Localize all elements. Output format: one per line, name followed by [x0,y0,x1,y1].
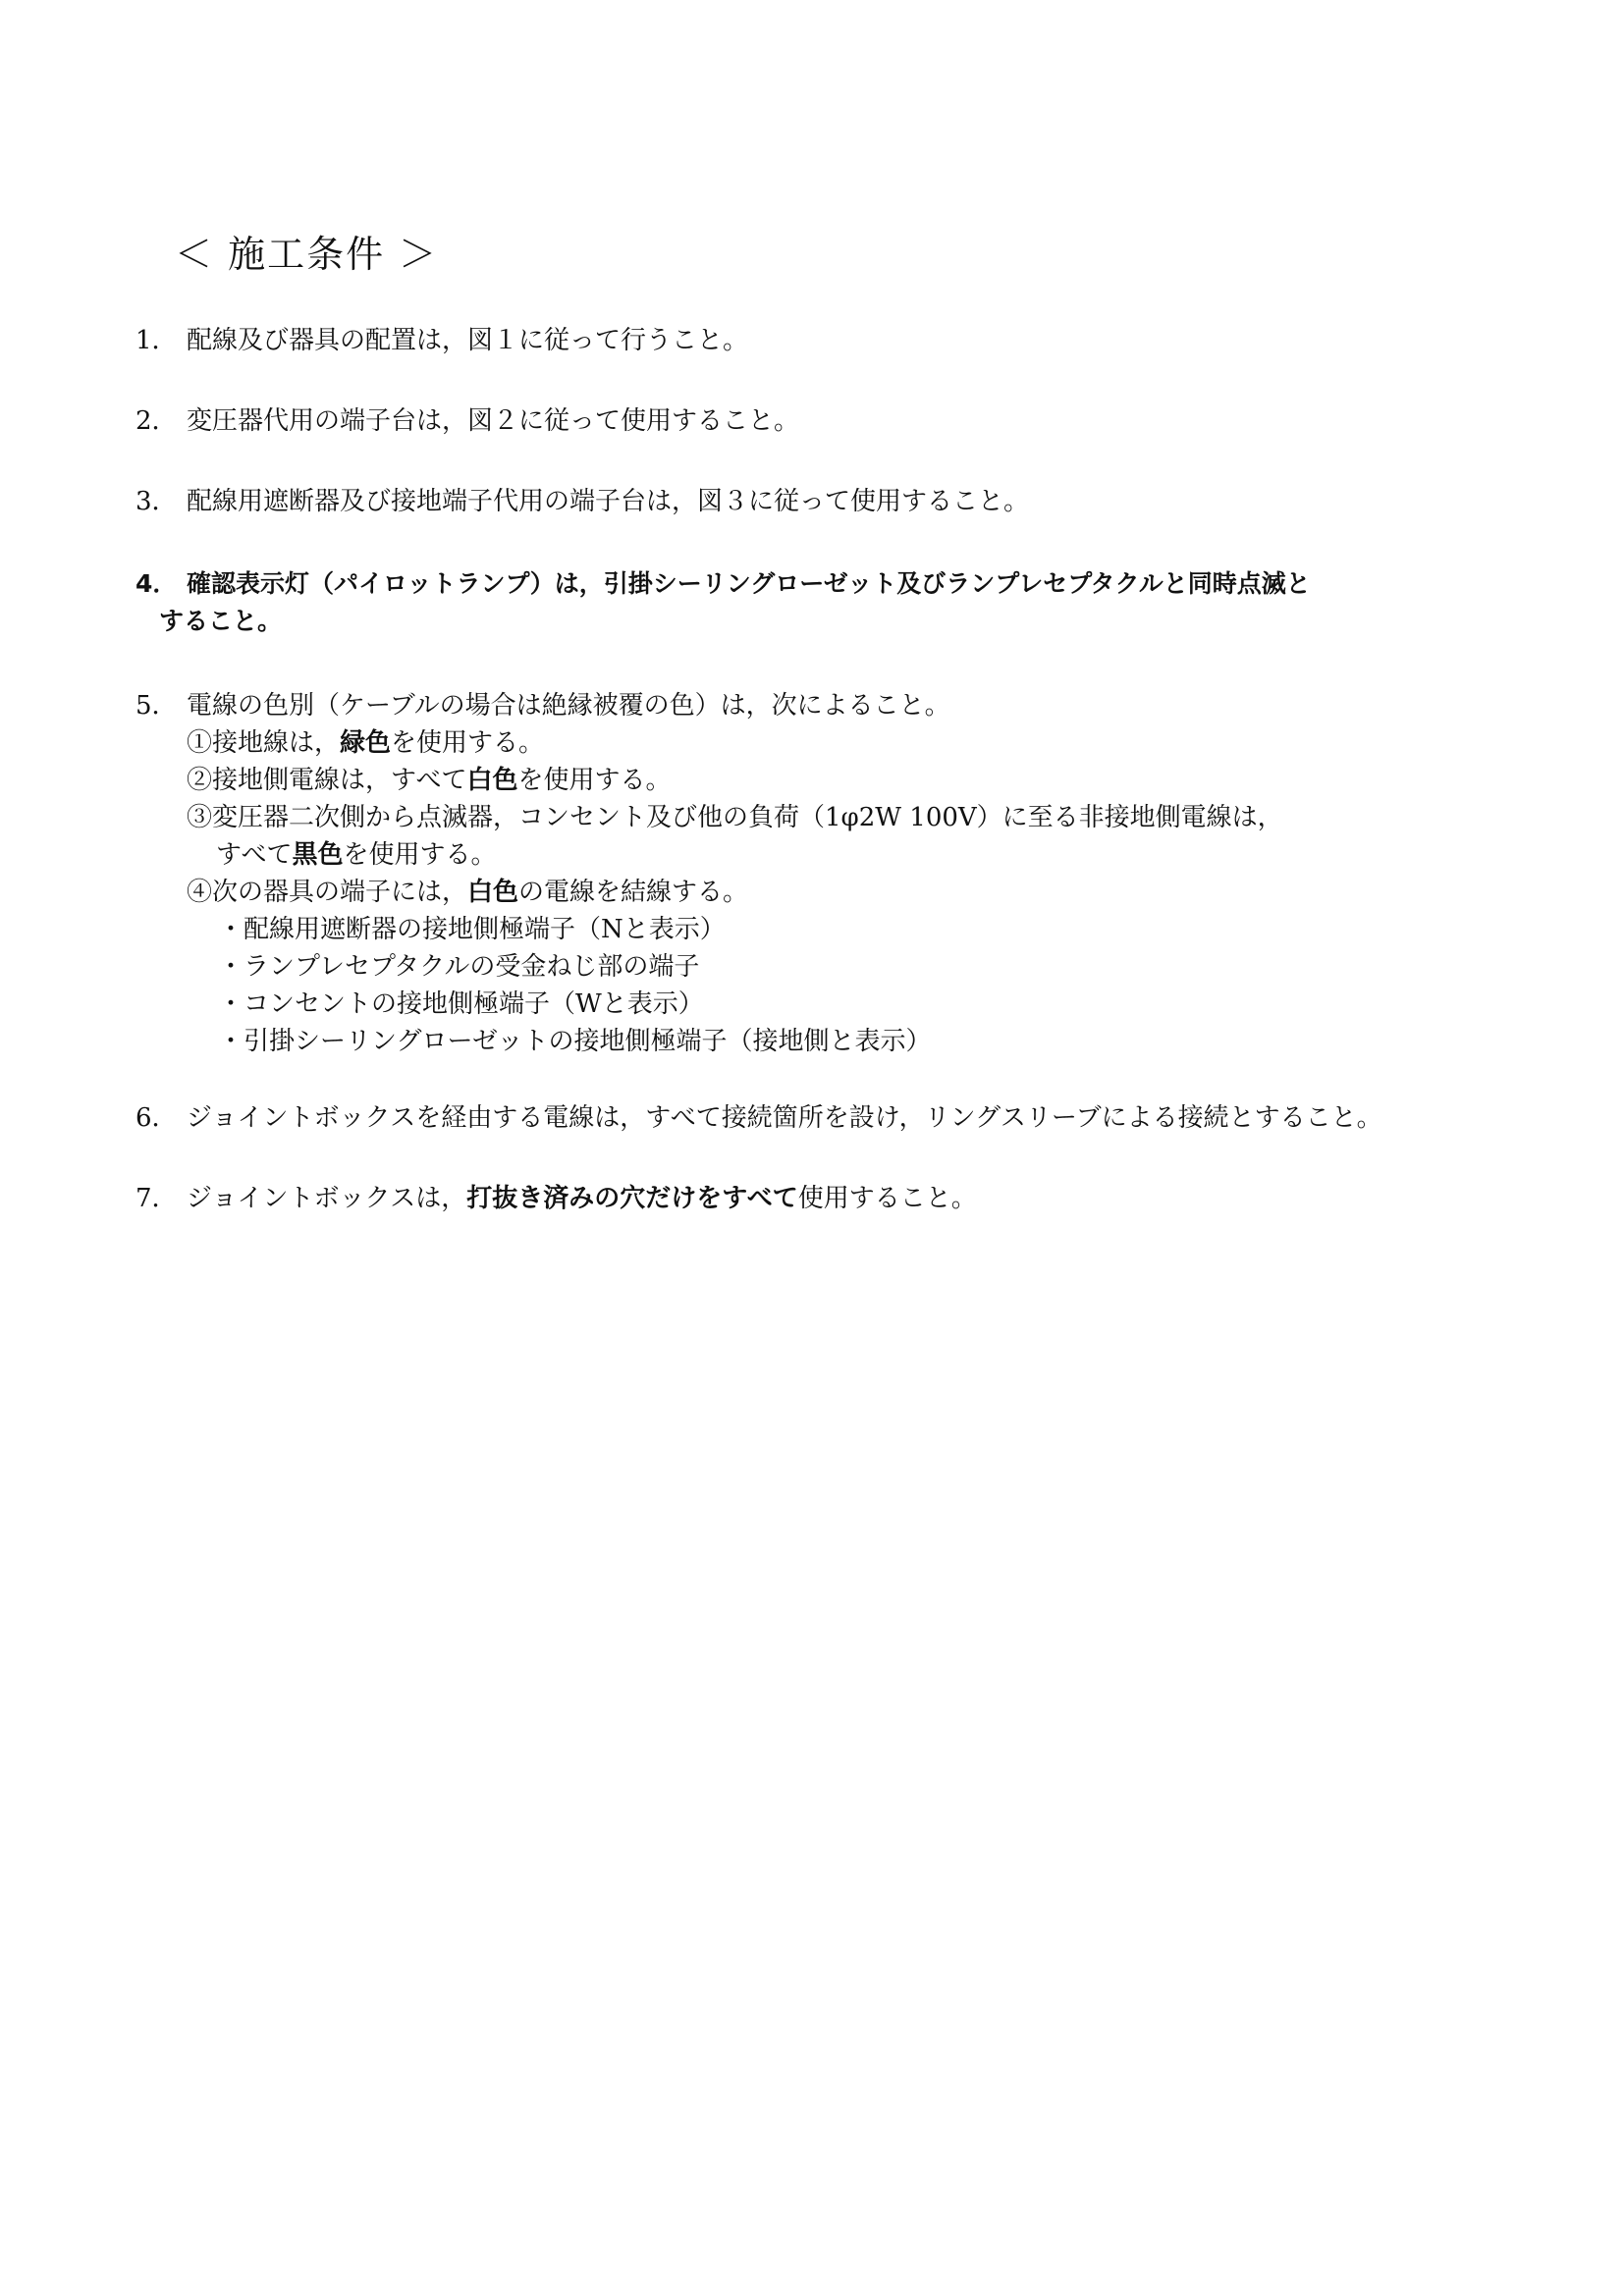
condition-number: 6． [135,1103,178,1133]
rule-emphasis: 白色 [466,766,518,795]
condition-4 [135,565,1311,640]
page-title: ＜ 施工条件 ＞ [175,233,439,276]
condition-number: 4． [135,569,178,598]
condition-text: 確認表示灯（パイロットランプ）は，引掛シーリングローゼット及びランプレセプタクルと同時点滅と [187,569,1311,598]
rule-text: ②接地側電線は，すべて [187,766,467,795]
condition-text: ジョイントボックスは， [187,1184,467,1213]
rule-text: ③変圧器二次側から点滅器，コンセント及び他の負荷（1φ2W 100V）に至る非接地側電線は， [187,803,1283,832]
rule-text: の電線を結線する。 [518,878,749,907]
terminal-list-item: ・配線用遮断器の接地側極端子（Nと表示） [218,915,726,944]
condition-number: 3． [135,487,178,516]
color-rule-ungrounded-wire-continued [216,836,497,874]
condition-text: 電線の色別（ケーブルの場合は絶縁被覆の色）は，次によること。 [187,691,950,721]
condition-text: ジョイントボックスを経由する電線は，すべて接続箇所を設け，リングスリーブによる接続とすること。 [187,1103,1382,1133]
rule-text: ①接地線は， [187,728,341,758]
condition-2 [135,402,799,440]
condition-7 [135,1180,977,1217]
rule-emphasis: 白色 [467,878,519,907]
condition-3 [135,483,1029,520]
condition-number: 2． [135,406,178,436]
rule-text: を使用する。 [343,840,497,870]
terminal-list-item: ・コンセントの接地側極端子（Wと表示） [218,989,704,1019]
rule-text: を使用する。 [391,728,545,758]
condition-number: 5． [135,691,178,721]
terminal-list-item: ・引掛シーリングローゼットの接地側極端子（接地側と表示） [218,1027,932,1056]
condition-emphasis: 打抜き済みの穴だけをすべて [466,1184,798,1213]
condition-1 [135,322,748,359]
condition-text: 変圧器代用の端子台は，図２に従って使用すること。 [187,406,800,436]
condition-number: 7． [135,1184,178,1213]
rule-text: すべて [216,840,293,870]
condition-number: 1． [135,326,178,355]
color-rule-ungrounded-wire [187,799,1283,836]
color-rule-grounded-wire [187,762,672,799]
color-rule-terminals [187,874,748,911]
condition-text-continued: すること。 [159,607,283,635]
rule-text: を使用する。 [517,766,672,795]
condition-text: 配線用遮断器及び接地端子代用の端子台は，図３に従って使用すること。 [187,487,1030,516]
rule-emphasis: 緑色 [340,728,392,758]
rule-text: ④次の器具の端子には， [187,878,468,907]
terminal-list-item: ・ランプレセプタクルの受金ねじ部の端子 [218,952,700,982]
condition-text: 使用すること。 [797,1184,977,1213]
condition-text: 配線及び器具の配置は，図１に従って行うこと。 [187,326,749,355]
color-rule-ground-wire [187,724,544,762]
condition-6 [135,1099,1382,1137]
rule-emphasis: 黒色 [292,840,344,870]
condition-5 [135,687,950,724]
